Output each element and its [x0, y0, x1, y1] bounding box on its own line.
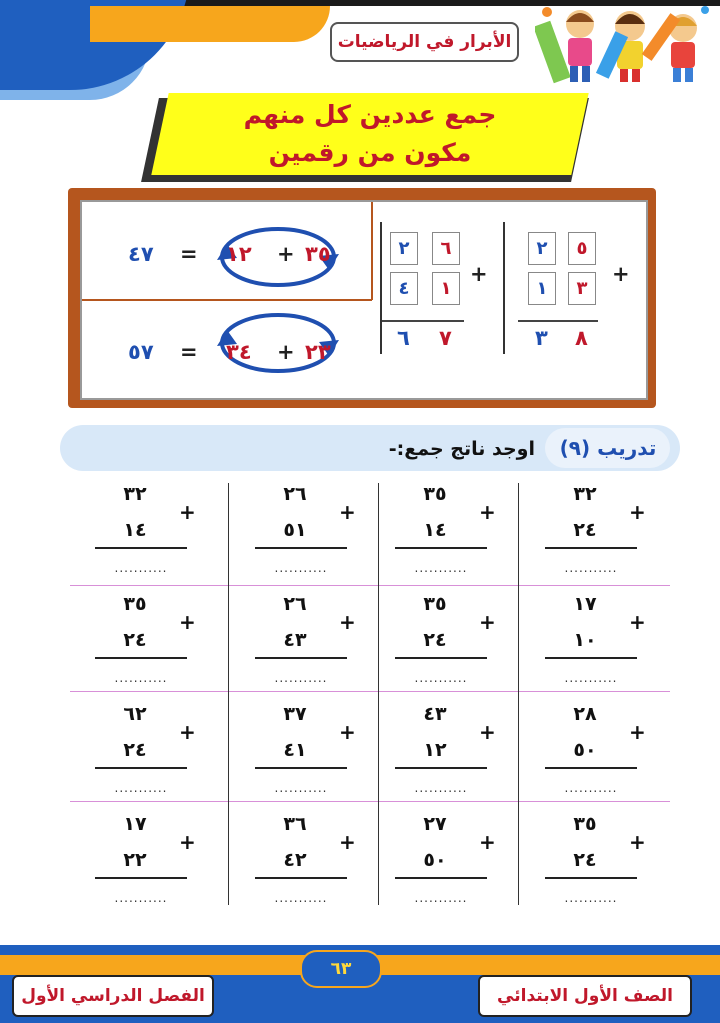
- problem-addend-top: ٣٢: [123, 483, 147, 505]
- answer-blank[interactable]: ...........: [114, 891, 168, 905]
- example1-plus: +: [277, 242, 295, 266]
- problem-plus: +: [339, 830, 356, 854]
- problem-addend-top: ١٧: [573, 593, 597, 615]
- problem-addend-top: ٣٥: [123, 593, 147, 615]
- example2-addend-b: ٣٤: [226, 340, 252, 364]
- answer-blank[interactable]: ...........: [274, 781, 328, 795]
- problem-rule: [95, 547, 187, 549]
- problem-plus: +: [629, 720, 646, 744]
- answer-blank[interactable]: ...........: [564, 561, 618, 575]
- column-separator: [503, 222, 505, 354]
- answer-blank[interactable]: ...........: [114, 561, 168, 575]
- problem-rule: [395, 767, 487, 769]
- answer-blank[interactable]: ...........: [564, 781, 618, 795]
- problem-rule: [255, 767, 347, 769]
- problem-rule: [545, 547, 637, 549]
- example1-equals: =: [180, 242, 198, 266]
- problem-rule: [395, 877, 487, 879]
- problem-rule: [95, 657, 187, 659]
- problem-addend-bottom: ١٤: [123, 519, 147, 541]
- column-b-sum-digit: ٦: [397, 326, 410, 350]
- problem-addend-bottom: ٤٣: [283, 629, 307, 651]
- problem-addend-top: ٢٨: [573, 703, 597, 725]
- grid-column-line: [378, 483, 379, 905]
- column-a-plus: +: [612, 262, 630, 286]
- problem-plus: +: [339, 610, 356, 634]
- column-b-rule: [382, 320, 464, 322]
- column-b-digit: ٢: [390, 232, 418, 265]
- answer-blank[interactable]: ...........: [274, 891, 328, 905]
- problem-addend-top: ٦٢: [123, 703, 147, 725]
- answer-blank[interactable]: ...........: [564, 671, 618, 685]
- problem-addend-top: ٣٥: [423, 593, 447, 615]
- problem-addend-bottom: ٢٤: [573, 519, 597, 541]
- problem-plus: +: [179, 720, 196, 744]
- footer-grade-label: الصف الأول الابتدائي: [478, 975, 692, 1017]
- grid-column-line: [518, 483, 519, 905]
- answer-blank[interactable]: ...........: [114, 781, 168, 795]
- problem-addend-top: ٣٥: [423, 483, 447, 505]
- exercise-number: تدريب (٩): [559, 436, 657, 460]
- example-divider: [82, 299, 372, 301]
- lesson-title-line2: مكون من رقمين: [268, 138, 472, 167]
- column-b-digit: ٦: [432, 232, 460, 265]
- answer-blank[interactable]: ...........: [564, 891, 618, 905]
- example2-plus: +: [277, 340, 295, 364]
- problem-rule: [95, 767, 187, 769]
- answer-blank[interactable]: ...........: [114, 671, 168, 685]
- footer-term-label: الفصل الدراسي الأول: [12, 975, 214, 1017]
- problem-plus: +: [629, 830, 646, 854]
- problem-rule: [255, 547, 347, 549]
- problem-rule: [395, 657, 487, 659]
- column-b-digit: ٤: [390, 272, 418, 305]
- problem-addend-top: ١٧: [123, 813, 147, 835]
- column-a-digit: ٢: [528, 232, 556, 265]
- grid-line: [70, 801, 670, 802]
- example2-result: ٥٧: [128, 340, 154, 364]
- problem-plus: +: [179, 500, 196, 524]
- problem-addend-bottom: ٢٤: [123, 629, 147, 651]
- column-a-digit: ٣: [568, 272, 596, 305]
- column-a-digit: ٥: [568, 232, 596, 265]
- grid-column-line: [228, 483, 229, 905]
- column-b-digit: ١: [432, 272, 460, 305]
- brand-title: الأبرار في الرياضيات: [330, 22, 519, 62]
- problem-rule: [395, 547, 487, 549]
- answer-blank[interactable]: ...........: [274, 561, 328, 575]
- problem-addend-bottom: ٢٤: [123, 739, 147, 761]
- kids-illustration: [535, 2, 715, 84]
- problem-rule: [545, 877, 637, 879]
- problem-addend-bottom: ٤٢: [283, 849, 307, 871]
- problem-plus: +: [479, 830, 496, 854]
- page-number: ٦٣: [300, 950, 382, 988]
- problem-plus: +: [479, 720, 496, 744]
- example1-result: ٤٧: [128, 242, 154, 266]
- problem-addend-top: ٤٣: [423, 703, 447, 725]
- answer-blank[interactable]: ...........: [274, 671, 328, 685]
- exercise-instruction: اوجد ناتج جمع:-: [388, 438, 535, 460]
- problem-plus: +: [179, 610, 196, 634]
- answer-blank[interactable]: ...........: [414, 781, 468, 795]
- problem-rule: [545, 657, 637, 659]
- problem-addend-top: ٣٦: [283, 813, 307, 835]
- column-a-sum-digit: ٣: [535, 326, 548, 350]
- problem-addend-bottom: ٢٤: [423, 629, 447, 651]
- lesson-title: [160, 96, 580, 172]
- problem-plus: +: [629, 610, 646, 634]
- problem-addend-bottom: ٤١: [283, 739, 307, 761]
- problem-addend-bottom: ١٠: [573, 629, 597, 651]
- problem-plus: +: [339, 500, 356, 524]
- problem-addend-bottom: ١٤: [423, 519, 447, 541]
- example1-addend-b: ١٢: [226, 242, 252, 266]
- problem-addend-bottom: ٢٢: [123, 849, 147, 871]
- problem-addend-top: ٣٥: [573, 813, 597, 835]
- problem-plus: +: [339, 720, 356, 744]
- grid-line: [70, 691, 670, 692]
- column-a-digit: ١: [528, 272, 556, 305]
- example2-addend-a: ٢٣: [305, 340, 331, 364]
- problem-plus: +: [479, 500, 496, 524]
- column-separator: [380, 222, 382, 354]
- column-a-sum-digit: ٨: [575, 326, 588, 350]
- example-divider: [371, 202, 373, 300]
- header-decoration: [90, 6, 330, 42]
- problem-rule: [255, 877, 347, 879]
- problem-rule: [545, 767, 637, 769]
- answer-blank[interactable]: ...........: [414, 561, 468, 575]
- answer-blank[interactable]: ...........: [414, 671, 468, 685]
- problem-addend-top: ٢٧: [423, 813, 447, 835]
- problem-plus: +: [479, 610, 496, 634]
- problem-rule: [95, 877, 187, 879]
- example2-equals: =: [180, 340, 198, 364]
- problem-rule: [255, 657, 347, 659]
- lesson-title-line1: جمع عددين كل منهم: [243, 100, 497, 129]
- problem-addend-bottom: ٥٠: [423, 849, 447, 871]
- column-b-sum-digit: ٧: [439, 326, 452, 350]
- column-a-rule: [518, 320, 598, 322]
- example1-addend-a: ٣٥: [305, 242, 331, 266]
- answer-blank[interactable]: ...........: [414, 891, 468, 905]
- problem-plus: +: [629, 500, 646, 524]
- problem-addend-top: ٣٢: [573, 483, 597, 505]
- problem-addend-top: ٢٦: [283, 483, 307, 505]
- problem-addend-top: ٣٧: [283, 703, 307, 725]
- column-b-plus: +: [470, 262, 488, 286]
- problem-addend-bottom: ٢٤: [573, 849, 597, 871]
- problem-addend-top: ٢٦: [283, 593, 307, 615]
- problem-addend-bottom: ١٢: [423, 739, 447, 761]
- grid-line: [70, 585, 670, 586]
- problem-addend-bottom: ٥١: [283, 519, 307, 541]
- problem-addend-bottom: ٥٠: [573, 739, 597, 761]
- problem-plus: +: [179, 830, 196, 854]
